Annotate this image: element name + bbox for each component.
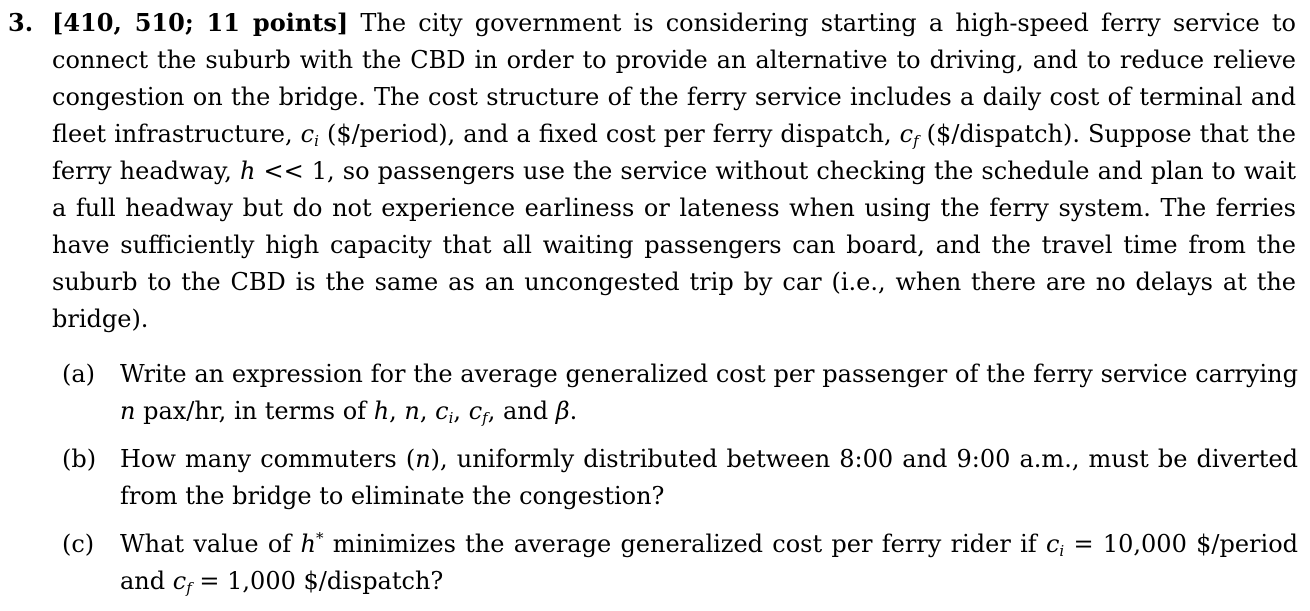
var-h: h — [373, 397, 390, 425]
var-cf-base: c — [172, 567, 187, 595]
statement-text-4: << 1, so passengers use the service without checking the schedule and plan to wait a full headway but do not experience earliness or lateness when using the ferry system. The ferries have sufficiently high capacity that all waiting passengers can board, and the travel time from the suburb to the CBD is the same as an uncongested trip by car (i.e., when there are no delays at the bridge). — [52, 157, 1296, 333]
part-c-text-1: What value of — [120, 530, 301, 558]
var-ci-sub: i — [314, 132, 319, 150]
comma: , — [389, 397, 405, 425]
var-beta: β — [555, 397, 570, 425]
part-a — [62, 356, 1298, 430]
part-a-label: (a) — [62, 360, 96, 388]
var-ci-base: c — [300, 120, 315, 148]
comma: , — [419, 397, 436, 425]
part-a-text — [120, 356, 1298, 430]
var-ci — [1046, 530, 1064, 558]
part-a-text-1: Write an expression for the average generalized cost per passenger of the ferry service carrying — [120, 360, 1298, 388]
part-b-label: (b) — [62, 445, 97, 473]
problem-header — [8, 4, 1298, 338]
period: . — [569, 397, 578, 425]
var-ci-base: c — [1045, 530, 1060, 558]
part-c-text-4: = 1,000 $/dispatch? — [191, 567, 444, 595]
var-ci-sub: i — [1059, 542, 1065, 560]
part-a-text-3: , and — [487, 397, 556, 425]
var-cf-base: c — [468, 397, 483, 425]
var-cf — [900, 120, 919, 148]
var-ci — [435, 397, 453, 425]
var-cf — [469, 397, 488, 425]
part-c-text — [120, 526, 1298, 600]
var-n: n — [415, 445, 431, 473]
points-label: [410, 510; 11 points] — [52, 8, 349, 37]
statement-text-3: ($/dispatch). Suppose that the ferry headway, — [52, 120, 1297, 185]
star-superscript: * — [315, 529, 324, 547]
var-cf — [173, 567, 192, 595]
statement-text-2: ($/period), and a fixed cost per ferry dispatch, — [318, 120, 900, 148]
var-cf-sub: f — [186, 579, 192, 597]
var-ci — [301, 120, 319, 148]
part-b-text-2: ), uniformly distributed between 8:00 and 9:00 a.m., must be diverted from the bridge to eliminate the congestion? — [120, 445, 1298, 510]
part-c-text-2: minimizes the average generalized cost per ferry rider if — [323, 530, 1046, 558]
var-n: n — [404, 397, 420, 425]
part-b-text — [120, 441, 1298, 515]
part-a-text-2: pax/hr, in terms of — [135, 397, 374, 425]
var-n: n — [120, 397, 136, 425]
part-b — [62, 441, 1298, 515]
comma: , — [453, 397, 469, 425]
statement-text-1: The city government is considering starting a high-speed ferry service to connect the suburb with the CBD in order to provide an alternative to driving, and to reduce relieve congestion on the bridge. The cost structure of the ferry service includes a daily cost of terminal and fleet infrastructure, — [52, 9, 1296, 148]
var-h-star: h — [300, 530, 316, 558]
var-cf-sub: f — [482, 409, 488, 427]
part-c — [62, 526, 1298, 600]
var-ci-sub: i — [448, 409, 454, 427]
var-cf-base: c — [899, 120, 914, 148]
part-c-text-3: = 10,000 $/period and — [120, 530, 1299, 595]
question-parts — [62, 356, 1298, 611]
problem-3 — [8, 4, 1298, 338]
problem-statement — [52, 4, 1296, 338]
part-c-label: (c) — [62, 530, 95, 558]
var-cf-sub: f — [913, 132, 919, 150]
var-ci-base: c — [435, 397, 449, 425]
var-h: h — [239, 157, 256, 185]
problem-number: 3. — [8, 8, 34, 37]
part-b-text-1: How many commuters ( — [120, 445, 416, 473]
